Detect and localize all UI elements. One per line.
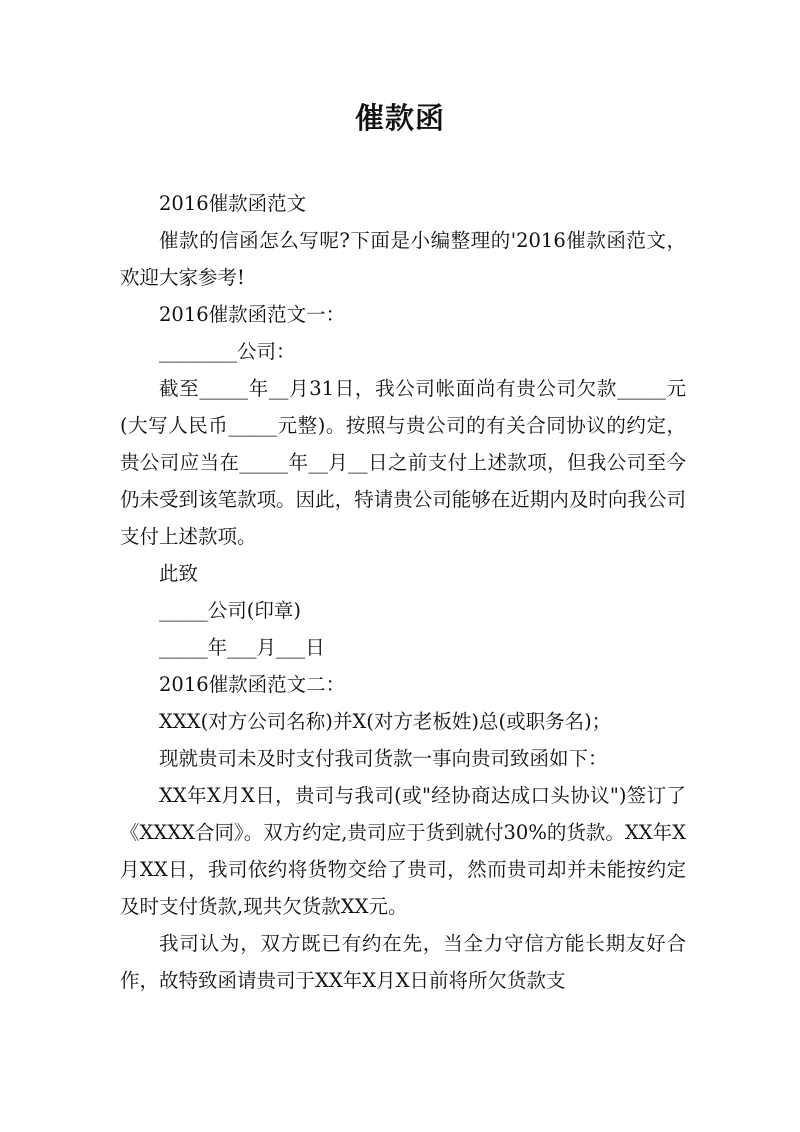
paragraph-intro: 催款的信函怎么写呢?下面是小编整理的'2016催款函范文，欢迎大家参考! [120, 229, 686, 289]
document-body [120, 185, 686, 999]
paragraph-salutation: 此致 [159, 562, 199, 585]
paragraph-contract-details: XX年X月X日，贵司与我司(或"经协商达成口头协议")签订了《XXXX合同》。双方约定,贵司应于货到就付30%的货款。XX年X月XX日，我司依约将货物交给了贵司，然而贵司却并未能按约定及时支付货款,现共欠货款XX元。 [120, 784, 686, 918]
document-title: 催款函 [354, 101, 445, 135]
paragraph-request: 我司认为，双方既已有约在先，当全力守信方能长期友好合作，故特致函请贵司于XX年X月X日前将所欠货款支 [120, 932, 686, 992]
paragraph-sample-one-heading: 2016催款函范文一： [159, 303, 346, 326]
paragraph-purpose: 现就贵司未及时支付我司货款一事向贵司致函如下： [159, 747, 608, 770]
paragraph-recipient: ________公司： [159, 340, 296, 363]
paragraph-company-seal: _____公司(印章) [159, 599, 301, 622]
paragraph-main-body: 截至_____年__月31日，我公司帐面尚有贵公司欠款_____元(大写人民币_____元整)。按照与贵公司的有关合同协议的约定，贵公司应当在_____年__月__日之前支付上述款项，但我公司至今仍未受到该笔款项。因此，特请贵公司能够在近期内及时向我公司支付上述款项。 [120, 377, 686, 548]
paragraph-addressee: XXX(对方公司名称)并X(对方老板姓)总(或职务名)； [159, 710, 612, 733]
paragraph-heading-sample: 2016催款函范文 [159, 192, 307, 215]
paragraph-sample-two-heading: 2016催款函范文二： [159, 673, 346, 696]
paragraph-date: _____年___月___日 [159, 636, 325, 659]
